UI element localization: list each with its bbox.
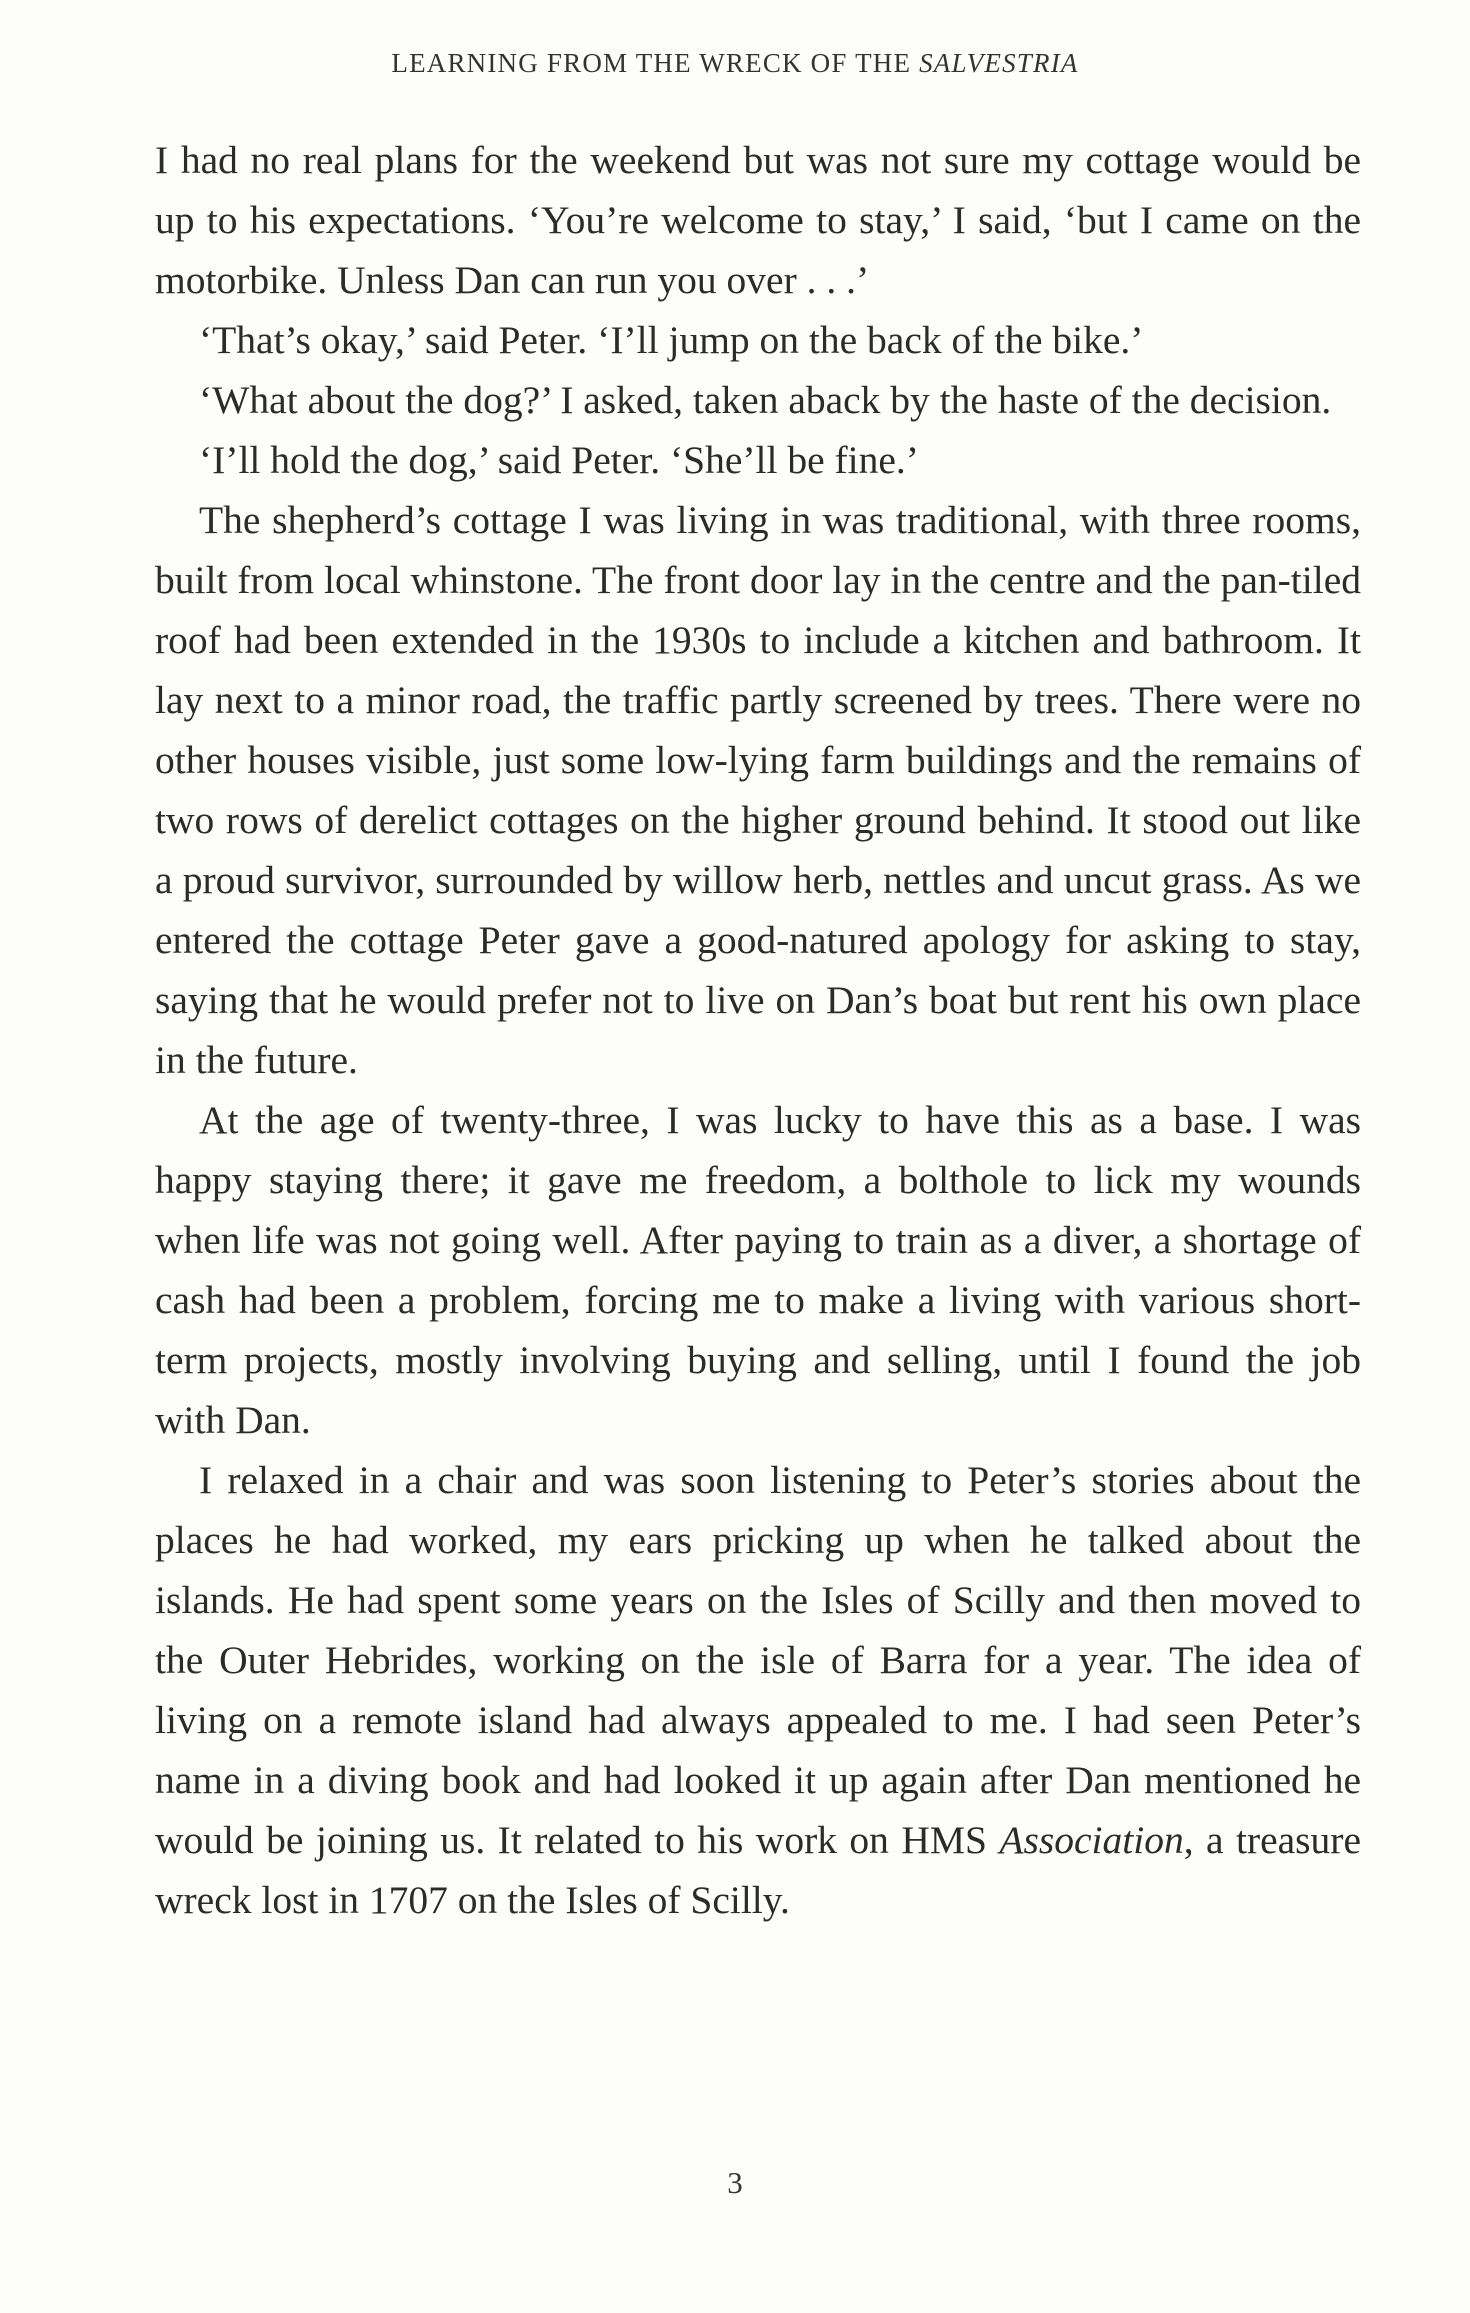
page-number: 3 (727, 2165, 743, 2200)
running-head-ship-name: SALVESTRIA (919, 48, 1079, 78)
body-text (155, 130, 1361, 1930)
paragraph-2: ‘That’s okay,’ said Peter. ‘I’ll jump on the back of the bike.’ (199, 318, 1144, 362)
running-head-text: LEARNING FROM THE WRECK OF THE (391, 48, 920, 78)
paragraph-7-text: I relaxed in a chair and was soon listening to Peter’s stories about the places he had worked, my ears pricking up when he talked about the islands. He had spent some years on the Isles of Scilly and then moved to the Outer Hebrides, working on the isle of Barra for a year. The idea of living on a remote island had always appealed to me. I had seen Peter’s name in a diving book and had looked it up again after Dan mentioned he would be joining us. It related to his work on HMS (155, 1458, 1361, 1862)
paragraph-5: The shepherd’s cottage I was living in was traditional, with three rooms, built from local whinstone. The front door lay in the centre and the pan-tiled roof had been extended in the 1930s to include a kitchen and bathroom. It lay next to a minor road, the traffic partly screened by trees. There were no other houses visible, just some low-lying farm buildings and the remains of two rows of derelict cottages on the higher ground behind. It stood out like a proud survivor, surrounded by willow herb, nettles and uncut grass. As we entered the cottage Peter gave a good-natured apology for asking to stay, saying that he would prefer not to live on Dan’s boat but rent his own place in the future. (155, 498, 1361, 1082)
paragraph-3: ‘What about the dog?’ I asked, taken aback by the haste of the decision. (199, 378, 1332, 422)
paragraph-7 (155, 1450, 1361, 1930)
paragraph-6: At the age of twenty-three, I was lucky to have this as a base. I was happy staying there; it gave me freedom, a bolthole to lick my wounds when life was not going well. After paying to train as a diver, a shortage of cash had been a problem, forcing me to make a living with various short-term projects, mostly involving buying and selling, until I found the job with Dan. (155, 1098, 1361, 1442)
running-head (0, 48, 1470, 79)
paragraph-4: ‘I’ll hold the dog,’ said Peter. ‘She’ll be fine.’ (199, 438, 919, 482)
paragraph-7-end: , a treasure wreck lost in 1707 on the Isles of Scilly. (155, 1818, 1361, 1922)
paragraph-1: I had no real plans for the weekend but was not sure my cottage would be up to his expectations. ‘You’re welcome to stay,’ I said, ‘but I came on the motorbike. Unless Dan can run you over . . .’ (155, 138, 1361, 302)
ship-name-association: Association (999, 1818, 1184, 1862)
